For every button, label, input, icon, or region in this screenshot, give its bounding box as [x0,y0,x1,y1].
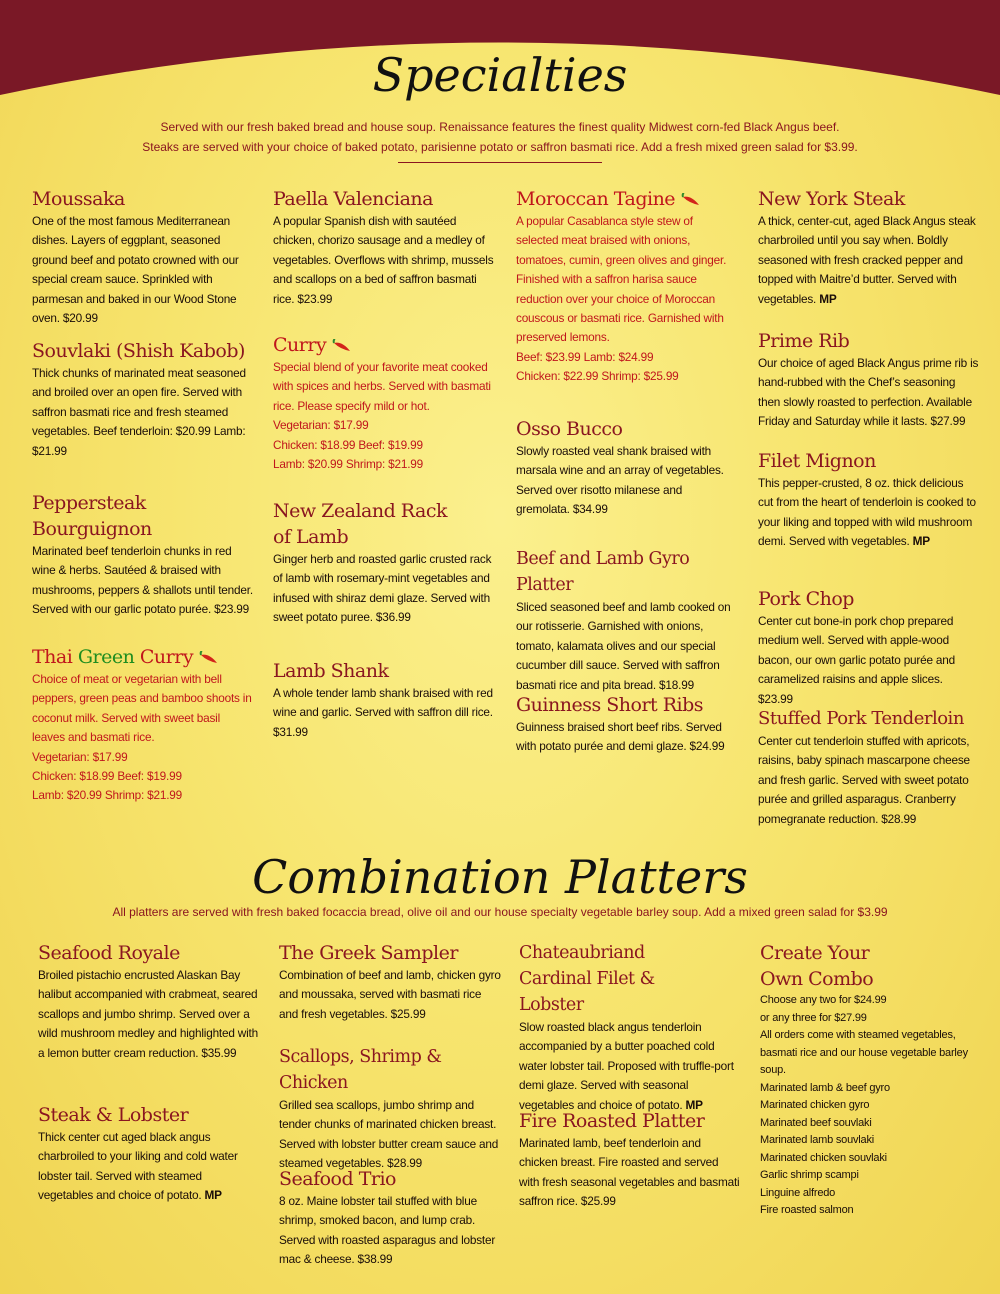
item-name: Lamb Shank [273,660,389,682]
menu-item-thai-green-curry [32,644,254,806]
item-description [758,474,980,552]
menu-item-paella [273,186,495,309]
desc-text: A popular Casablanca style stew of selected meat braised with onions, tomatoes, cumin, green olives and ginger. Finished with a saffron harisa sauce reduction over your choice of Moroccan couscous or basmati rice. Garnished with preserved lemons. [516,214,727,345]
item-name [273,332,495,358]
menu-item-lamb-shank [273,658,495,742]
menu-item-peppersteak [32,490,254,620]
item-name: The Greek Sampler [279,942,458,964]
desc-text: This pepper-crusted, 8 oz. thick delicious cut from the heart of tenderloin is cooked to your liking and topped with wild mushroom demi. Served with vegetables. [758,476,976,549]
combination-platters-title: Combination Platters [252,850,748,904]
combo-option: Garlic shrimp scampi [760,1169,859,1181]
price-line: Lamb: $20.99 Shrimp: $21.99 [273,457,424,472]
item-description: Sliced seasoned beef and lamb cooked on our rotisserie. Garnished with onions, tomato, kalamata olives and our special cucumber dill sauce. Served with saffron basmati rice and pita bread. $18.99 [516,600,731,692]
combo-option: Marinated lamb souvlaki [760,1134,875,1146]
tagine-name: Moroccan Tagine [516,188,676,210]
curry-word: Curry [134,646,194,668]
price-line: Beef: $23.99 Lamb: $24.99 [516,349,654,364]
menu-item-seafood-trio [279,1166,501,1270]
menu-item-osso-bucco [516,416,738,520]
curry-name: Curry [273,334,327,356]
green-word: Green [77,646,135,668]
specialties-intro-line1: Served with our fresh baked bread and house soup. Renaissance features the finest quality Midwest corn-fed Black Angus beef. [160,120,840,134]
item-name: Stuffed Pork Tenderloin [758,708,964,729]
price-line: Vegetarian: $17.99 [32,749,128,764]
item-description: Thick chunks of marinated meat seasoned and broiled over an open fire. Served with saffron basmati rice and fresh steamed vegetables. Beef tenderloin: $20.99 Lamb: $21.99 [32,366,246,458]
menu-item-seafood-royale [38,940,260,1063]
price-line: Vegetarian: $17.99 [273,418,369,433]
item-name: Osso Bucco [516,418,623,440]
item-name [516,186,738,212]
menu-item-scallops-shrimp-chicken [279,1044,501,1174]
item-name: Moussaka [32,188,125,210]
item-description: Combination of beef and lamb, chicken gyro and moussaka, served with basmati rice and fresh vegetables. $25.99 [279,968,501,1021]
thai-word: Thai [32,646,78,668]
menu-item-nz-rack-of-lamb [273,498,495,628]
menu-item-moussaka [32,186,254,328]
chili-pepper-icon [199,651,219,665]
item-description [516,212,738,387]
menu-item-create-your-own-combo [760,940,982,1220]
divider [398,162,602,163]
item-name: Seafood Royale [38,942,180,964]
item-description: A whole tender lamb shank braised with red wine and garlic. Served with saffron dill rice. $31.99 [273,686,493,739]
item-name: Chateaubriand Cardinal Filet & Lobster [519,943,655,1015]
combo-option: Marinated beef souvlaki [760,1116,872,1129]
item-description: Guinness braised short beef ribs. Served with potato purée and demi glaze. $24.99 [516,720,725,754]
item-description: Broiled pistachio encrusted Alaskan Bay halibut accompanied with crabmeat, seared scallops and jumbo shrimp. Served over a wild mushroom medley and highlighted with a lemon butter cream reduction. $35.99 [38,968,258,1060]
menu-item-new-york-steak [758,186,980,309]
menu-item-prime-rib [758,328,980,432]
combo-option: Linguine alfredo [760,1186,836,1199]
combo-option: Marinated chicken gyro [760,1099,870,1111]
price-line: Choose any two for $24.99 [760,994,887,1006]
chili-pepper-icon [681,193,701,207]
item-description [32,670,254,806]
specialties-title: Specialties [372,48,628,102]
chili-pepper-icon [332,339,352,353]
item-description [273,358,495,474]
item-name: New York Steak [758,188,905,210]
menu-item-fire-roasted-platter [519,1108,741,1212]
item-name: Steak & Lobster [38,1104,189,1126]
item-description [758,212,980,309]
combo-option: Marinated chicken souvlaki [760,1151,887,1164]
item-name [32,644,254,670]
item-name: Souvlaki (Shish Kabob) [32,340,245,362]
price-mp: MP [204,1188,222,1203]
item-name: Filet Mignon [758,450,876,472]
combos-intro: All platters are served with fresh baked focaccia bread, olive oil and our house specialty vegetable barley soup. Add a mixed green salad for $3.99 [112,905,888,919]
item-name: Beef and Lamb Gyro Platter [516,549,690,595]
item-description: One of the most famous Mediterranean dishes. Layers of eggplant, seasoned ground beef and potato crowned with our special cream sauce. Sprinkled with parmesan and baked in our Wood Stone oven. $20.99 [32,214,239,326]
item-description: Marinated beef tenderloin chunks in red wine & herbs. Sautéed & braised with mushrooms, peppers & shallots until tender. Served with our garlic potato purée. $23.99 [32,544,253,617]
combo-option: Marinated lamb & beef gyro [760,1081,890,1094]
item-description: Center cut bone-in pork chop prepared medium well. Served with apple-wood bacon, our own garlic potato purée and caramelized raisins and apple slices. $23.99 [758,614,956,706]
item-name: Prime Rib [758,330,850,352]
price-mp: MP [819,291,837,306]
menu-item-souvlaki [32,338,254,461]
menu-item-chateaubriand [519,940,741,1115]
specialties-intro-line2: Steaks are served with your choice of baked potato, parisienne potato or saffron basmati rice. Add a fresh mixed green salad for $3.99. [142,140,858,154]
item-description [760,992,982,1220]
item-name: Pork Chop [758,588,854,610]
price-line: Chicken: $18.99 Beef: $19.99 [32,769,182,784]
item-name: Peppersteak Bourguignon [32,492,152,540]
item-description: Our choice of aged Black Angus prime rib is hand-rubbed with the Chef’s seasoning then slowly roasted to perfection. Available Friday and Saturday while it lasts. $27.99 [758,356,979,429]
desc-text: Thick center cut aged black angus charbroiled to your liking and cold water lobster tail. Served with steamed vegetables and choice of potato. [38,1130,238,1203]
item-description [38,1128,260,1206]
desc-text: All orders come with steamed vegetables, basmati rice and our house vegetable barley soup. [760,1029,968,1076]
price-mp: MP [685,1097,703,1112]
item-description: Center cut tenderloin stuffed with apricots, raisins, baby spinach mascarpone cheese and fresh garlic. Served with sweet potato purée and grilled asparagus. Cranberry pomegranate reduction. $28.99 [758,734,970,826]
menu-item-curry [273,332,495,474]
item-name: Paella Valenciana [273,188,433,210]
desc-text: Slow roasted black angus tenderloin accompanied by a butter poached cold water lobster tail. Proposed with truffle-port demi glaze. Served with seasonal vegetables and choice of potato. [519,1020,734,1112]
item-name: Seafood Trio [279,1168,396,1190]
menu-item-greek-sampler [279,940,501,1024]
item-description: Ginger herb and roasted garlic crusted rack of lamb with rosemary-mint vegetables and infused with shiraz demi glaze. Served with sweet potato puree. $36.99 [273,552,492,625]
menu-item-pork-chop [758,586,980,709]
menu-item-stuffed-pork-tenderloin [758,706,980,829]
menu-item-filet-mignon [758,448,980,552]
item-description [519,1018,741,1115]
price-mp: MP [912,534,930,549]
price-line: Lamb: $20.99 Shrimp: $21.99 [32,788,183,803]
desc-text: A thick, center-cut, aged Black Angus steak charbroiled until you say when. Boldly seasoned with fresh cracked pepper and topped with Maitre’d butter. Served with vegetables. [758,214,976,306]
item-name: Create Your Own Combo [760,942,874,990]
desc-text: Special blend of your favorite meat cooked with spices and herbs. Served with basmati rice. Please specify mild or hot. [273,360,491,413]
item-name: Scallops, Shrimp & Chicken [279,1047,442,1093]
item-description: A popular Spanish dish with sautéed chicken, chorizo sausage and a medley of vegetables. Overflows with shrimp, mussels and scallops on a bed of saffron basmati rice. $23.99 [273,214,494,306]
item-description: Marinated lamb, beef tenderloin and chicken breast. Fire roasted and served with fresh seasonal vegetables and basmati saffron rice. $25.99 [519,1136,740,1209]
price-line: Chicken: $18.99 Beef: $19.99 [273,437,423,452]
combo-option: Fire roasted salmon [760,1204,854,1216]
price-line: or any three for $27.99 [760,1011,867,1024]
item-name: Fire Roasted Platter [519,1110,705,1132]
price-line: Chicken: $22.99 Shrimp: $25.99 [516,369,679,384]
menu-item-guinness-short-ribs [516,692,738,757]
item-description: 8 oz. Maine lobster tail stuffed with blue shrimp, smoked bacon, and lump crab. Served with roasted asparagus and lobster mac & cheese. $38.99 [279,1194,496,1267]
menu-item-moroccan-tagine [516,186,738,387]
menu-item-steak-lobster [38,1102,260,1206]
item-description: Slowly roasted veal shank braised with marsala wine and an array of vegetables. Served over risotto milanese and gremolata. $34.99 [516,444,724,517]
item-name: New Zealand Rack of Lamb [273,500,448,548]
menu-item-gyro-platter [516,546,738,695]
item-description: Grilled sea scallops, jumbo shrimp and tender chunks of marinated chicken breast. Served with lobster butter cream sauce and steamed vegetables. $28.99 [279,1098,499,1171]
item-name: Guinness Short Ribs [516,694,703,716]
desc-text: Choice of meat or vegetarian with bell peppers, green peas and bamboo shoots in coconut milk. Served with sweet basil leaves and basmati rice. [32,672,252,745]
